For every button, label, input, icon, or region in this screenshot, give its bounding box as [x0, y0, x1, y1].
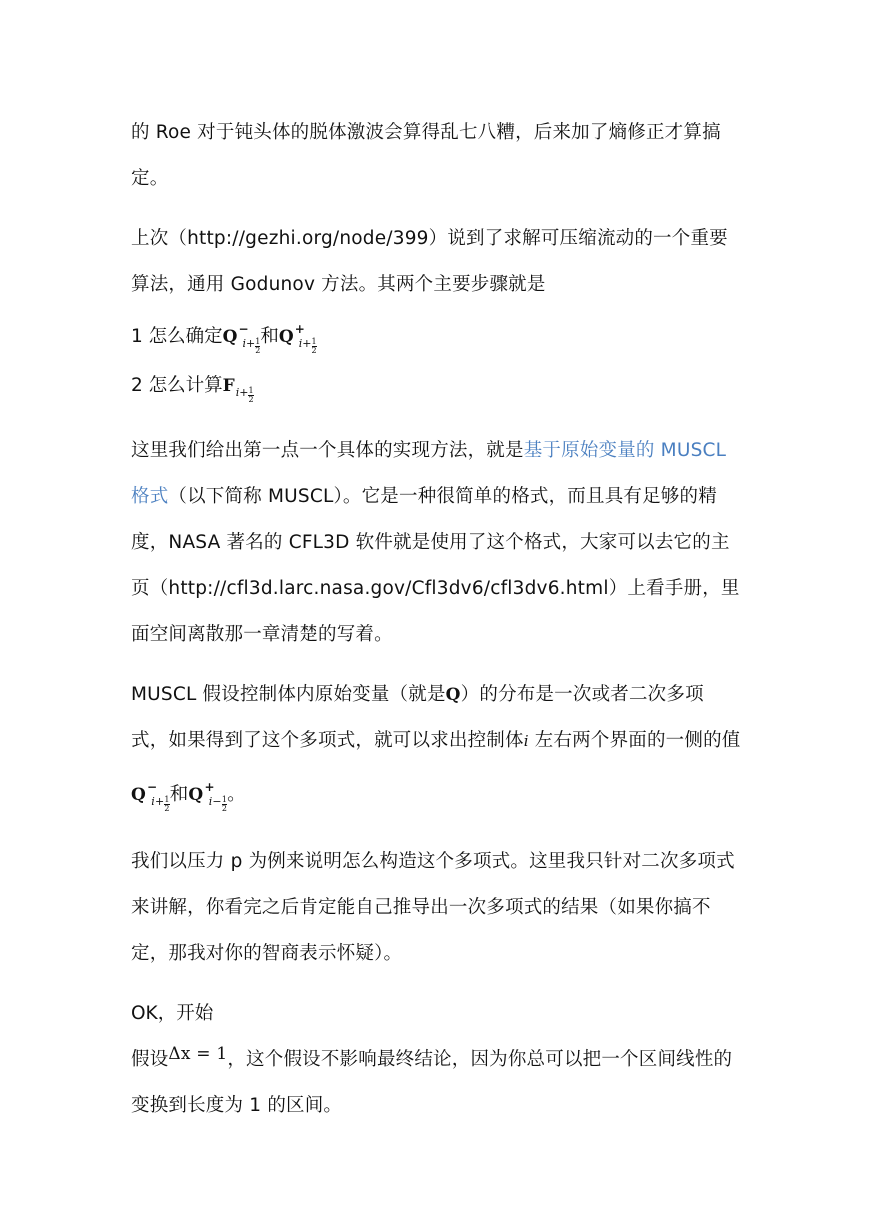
- paragraph-assumption-dx: [131, 1037, 741, 1129]
- muscl-intro-rest: （以下简称 MUSCL）。它是一种很简单的格式，而且具有足够的精度，NASA 著名的 CFL3D 软件就是使用了这个格式，大家可以去它的主页（http://cfl3d.larc.nasa.gov/Cfl3dv6/cfl3dv6.html）上看手册，里面空间离散那一章清楚的写着。: [131, 486, 740, 645]
- muscl-intro-text: 这里我们给出第一点一个具体的实现方法，就是: [131, 440, 524, 461]
- assumption-prefix: 假设: [131, 1049, 169, 1070]
- paragraph-muscl-assumption: [131, 672, 741, 825]
- formula-i: i: [523, 732, 529, 750]
- formula-q: Q: [445, 685, 461, 705]
- step-1: [131, 308, 741, 365]
- muscl-assumption-conj: 和: [169, 784, 189, 805]
- formula-q-minus-i-plus-half: $Q^-_{i+ \frac{1}{2}}$: [222, 322, 261, 355]
- ok-start-text: OK，开始: [131, 1003, 214, 1024]
- muscl-assumption-part1: MUSCL 假设控制体内原始变量（就是: [131, 684, 446, 705]
- assumption-rest: ，这个假设不影响最终结论，因为你总可以把一个区间线性的变换到长度为 1 的区间。: [131, 1049, 733, 1116]
- pressure-example-text: 我们以压力 p 为例来说明怎么构造这个多项式。这里我只针对二次多项式来讲解，你看完之后肯定能自己推导出一次多项式的结果（如果你搞不定，那我对你的智商表示怀疑）。: [131, 851, 735, 964]
- paragraph-godunov-text: 上次（http://gezhi.org/node/399）说到了求解可压缩流动的一个重要算法，通用 Godunov 方法。其两个主要步骤就是: [131, 228, 728, 295]
- muscl-assumption-end: 。: [227, 784, 246, 805]
- paragraph-roe-line1: 的 Roe 对于钝头体的脱体激波会算得乱七八糟，后来加了熵修正才算搞: [131, 122, 721, 143]
- formula-f-i-plus-half: $F_{i+ \frac{1}{2}}$: [222, 376, 254, 404]
- paragraph-pressure-example: [131, 839, 741, 977]
- step-1-label: 1 怎么确定: [131, 326, 223, 347]
- step-2-label: 2 怎么计算: [131, 375, 223, 396]
- paragraph-godunov: [131, 216, 741, 308]
- formula-q-minus-i-plus-half-2: $Q^-_{i+ \frac{1}{2}}$: [131, 780, 170, 813]
- paragraph-roe: [131, 110, 741, 202]
- muscl-assumption-part3: 左右两个界面的一侧的值: [528, 730, 741, 751]
- muscl-link[interactable]: 基于原始变量的 MUSCL 格式: [131, 440, 727, 507]
- formula-q-plus-i-plus-half: $Q^+_{i+ \frac{1}{2}}$: [278, 322, 317, 355]
- step-1-conj: 和: [260, 326, 279, 347]
- article-body: [131, 110, 741, 1143]
- muscl-assumption-part2: ）的分布是一次或者二次多项式，如果得到了这个多项式，就可以求出控制体: [131, 684, 704, 751]
- formula-q-plus-i-minus-half: $Q^+_{i- \frac{1}{2}}$: [188, 780, 228, 813]
- step-2: [131, 365, 741, 414]
- formula-dx-equals-1: Δx = 1: [168, 1044, 228, 1064]
- paragraph-roe-line2: 定。: [131, 168, 169, 189]
- paragraph-muscl-intro: [131, 428, 741, 658]
- ok-start: [131, 991, 741, 1037]
